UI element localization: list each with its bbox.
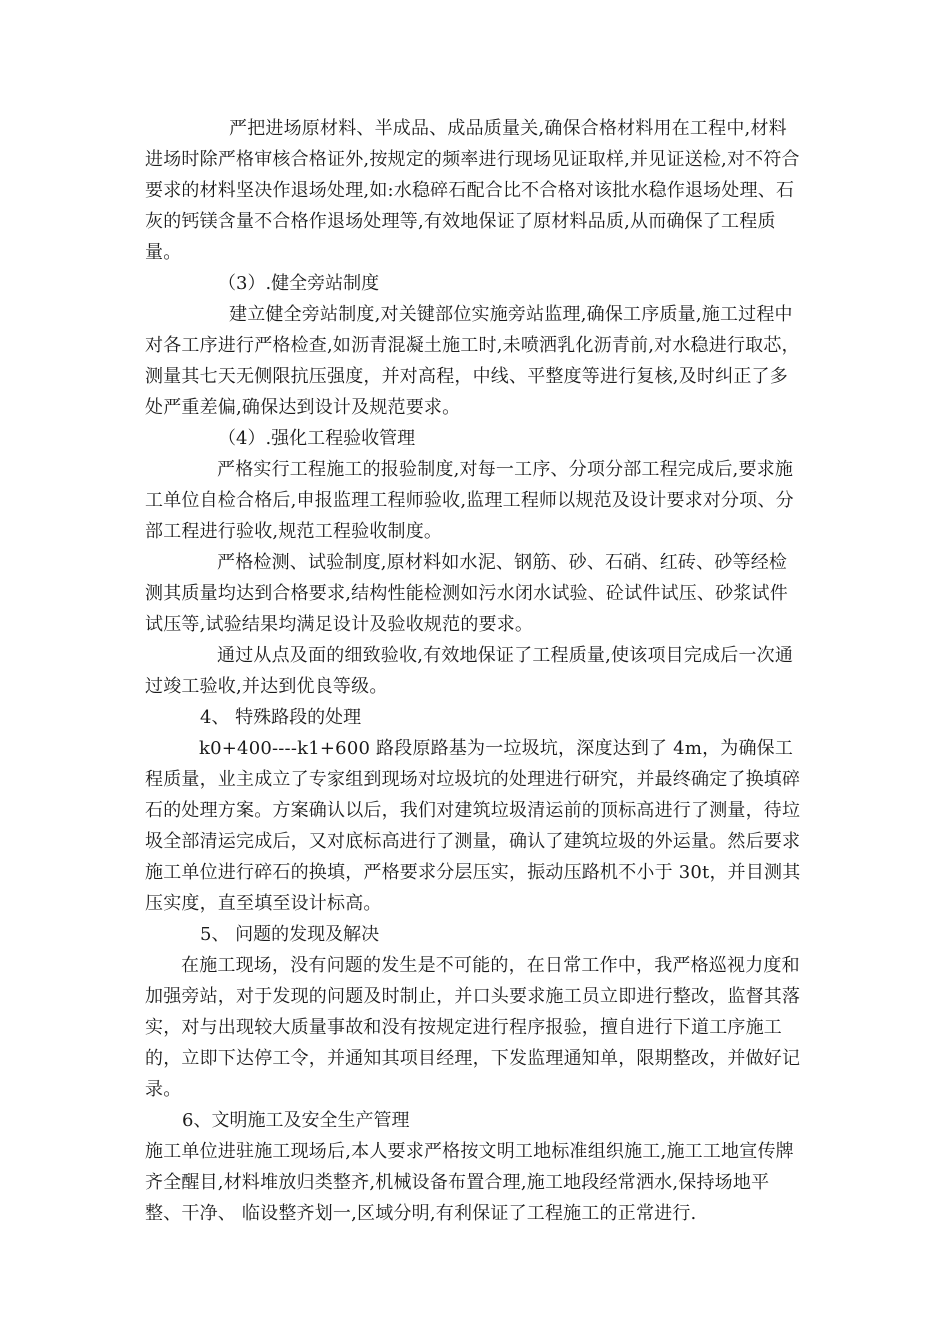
heading-problem-solving: 5、 问题的发现及解决	[200, 924, 380, 945]
paragraph-problem-solving: 在施工现场，没有问题的发生是不可能的，在日常工作中，我严格巡视力度和加强旁站，对于发现的问题及时制止，并口头要求施工员立即进行整改，监督其落实，对与出现较大质量事故和没有按规定进行程序报验，擅自进行下道工序施工的，立即下达停工令，并通知其项目经理，下发监理通知单，限期整改，并做好记录。	[145, 955, 801, 1100]
paragraph-supervision: 建立健全旁站制度,对关键部位实施旁站监理,确保工序质量,施工过程中对各工序进行严格检查,如沥青混凝土施工时,未喷洒乳化沥青前,对水稳进行取芯，测量其七天无侧限抗压强度，并对高程，中线、平整度等进行复核,及时纠正了多处严重差偏,确保达到设计及规范要求。	[145, 304, 800, 418]
heading-3-supervision: （3）.健全旁站制度	[218, 273, 380, 294]
paragraph-quality-result: 通过从点及面的细致验收,有效地保证了工程质量,使该项目完成后一次通过竣工验收,并达到优良等级。	[145, 645, 794, 697]
paragraph-testing: 严格检测、试验制度,原材料如水泥、钢筋、砂、石硝、红砖、砂等经检测其质量均达到合格要求,结构性能检测如污水闭水试验、砼试件试压、砂浆试件试压等,试验结果均满足设计及验收规范的要求。	[145, 552, 788, 635]
paragraph-special-sections: k0+400----k1+600 路段原路基为一垃圾坑，深度达到了 4m，为确保工程质量，业主成立了专家组到现场对垃圾坑的处理进行研究，并最终确定了换填碎石的处理方案。方案确认以后，我们对建筑垃圾清运前的顶标高进行了测量，待垃圾全部清运完成后，又对底标高进行了测量，确认了建筑垃圾的外运量。然后要求施工单位进行碎石的换填，严格要求分层压实，振动压路机不小于 30t，并目测其压实度，直至填至设计标高。	[145, 738, 801, 914]
heading-4-acceptance: （4）.强化工程验收管理	[218, 428, 416, 449]
paragraph-material-control: 严把进场原材料、半成品、成品质量关,确保合格材料用在工程中,材料进场时除严格审核合格证外,按规定的频率进行现场见证取样,并见证送检,对不符合要求的材料坚决作退场处理,如:水稳碎石配合比不合格对该批水稳作退场处理、石灰的钙镁含量不合格作退场处理等,有效地保证了原材料品质,从而确保了工程质量。	[145, 118, 800, 263]
heading-civilized-construction: 6、文明施工及安全生产管理	[182, 1110, 410, 1131]
paragraph-acceptance: 严格实行工程施工的报验制度,对每一工序、分项分部工程完成后,要求施工单位自检合格后,申报监理工程师验收,监理工程师以规范及设计要求对分项、分部工程进行验收,规范工程验收制度。	[145, 459, 794, 542]
paragraph-civilized-construction: 施工单位进驻施工现场后,本人要求严格按文明工地标准组织施工,施工工地宣传牌齐全醒目,材料堆放归类整齐,机械设备布置合理,施工地段经常洒水,保持场地平整、干净、 临设整齐划一,区域分明,有利保证了工程施工的正常进行.	[145, 1141, 794, 1224]
heading-special-sections: 4、 特殊路段的处理	[200, 707, 362, 728]
